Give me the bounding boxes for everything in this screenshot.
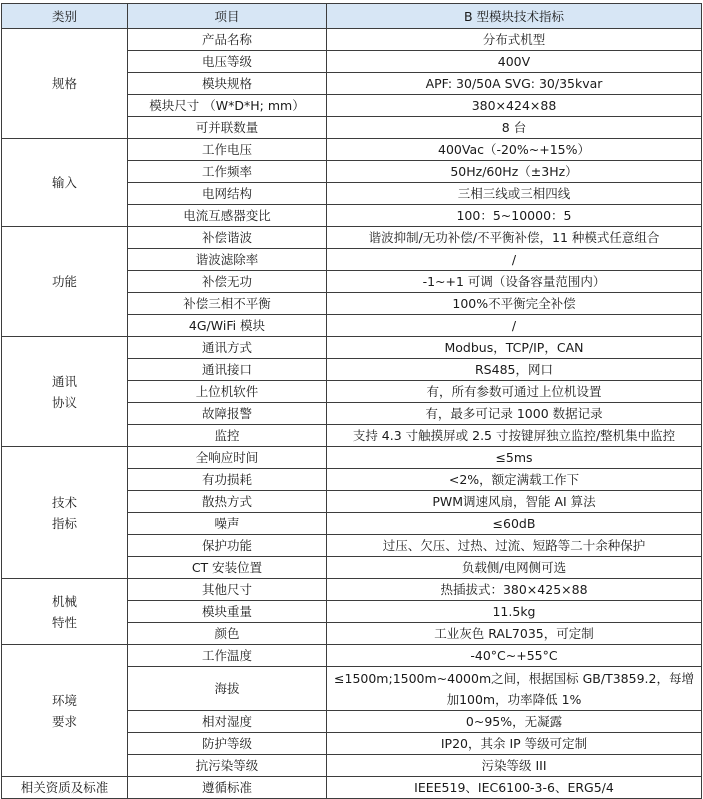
item-cell: 通讯接口 bbox=[128, 359, 327, 381]
value-cell: 工业灰色 RAL7035，可定制 bbox=[327, 623, 702, 645]
item-cell: 海拔 bbox=[128, 667, 327, 711]
item-cell: 遵循标准 bbox=[128, 777, 327, 799]
value-cell: 380×424×88 bbox=[327, 95, 702, 117]
table-row bbox=[2, 227, 702, 249]
value-cell: RS485，网口 bbox=[327, 359, 702, 381]
table-row bbox=[2, 447, 702, 469]
value-cell: 400V bbox=[327, 51, 702, 73]
value-cell: IEEE519、IEC6100-3-6、ERG5/4 bbox=[327, 777, 702, 799]
table-row bbox=[2, 29, 702, 51]
value-cell: IP20，其余 IP 等级可定制 bbox=[327, 733, 702, 755]
value-cell: 负载侧/电网侧可选 bbox=[327, 557, 702, 579]
item-cell: 模块规格 bbox=[128, 73, 327, 95]
item-cell: 电流互感器变比 bbox=[128, 205, 327, 227]
category-cell: 输入 bbox=[2, 139, 128, 227]
item-cell: 模块重量 bbox=[128, 601, 327, 623]
table-row bbox=[2, 337, 702, 359]
item-cell: 全响应时间 bbox=[128, 447, 327, 469]
value-cell: 8 台 bbox=[327, 117, 702, 139]
value-cell: ≤60dB bbox=[327, 513, 702, 535]
spec-body bbox=[2, 29, 702, 799]
category-cell: 通讯 协议 bbox=[2, 337, 128, 447]
value-cell: 分布式机型 bbox=[327, 29, 702, 51]
item-cell: 补偿无功 bbox=[128, 271, 327, 293]
value-cell: 污染等级 III bbox=[327, 755, 702, 777]
value-cell: Modbus，TCP/IP，CAN bbox=[327, 337, 702, 359]
item-cell: 上位机软件 bbox=[128, 381, 327, 403]
header-row bbox=[2, 4, 702, 29]
value-cell: 热插拔式：380×425×88 bbox=[327, 579, 702, 601]
value-cell: 100%不平衡完全补偿 bbox=[327, 293, 702, 315]
item-cell: 监控 bbox=[128, 425, 327, 447]
item-cell: 电压等级 bbox=[128, 51, 327, 73]
spec-table bbox=[1, 3, 702, 799]
item-cell: 防护等级 bbox=[128, 733, 327, 755]
item-cell: 噪声 bbox=[128, 513, 327, 535]
value-cell: 支持 4.3 寸触摸屏或 2.5 寸按键屏独立监控/整机集中监控 bbox=[327, 425, 702, 447]
item-cell: 保护功能 bbox=[128, 535, 327, 557]
value-cell: / bbox=[327, 249, 702, 271]
item-cell: 颜色 bbox=[128, 623, 327, 645]
value-cell: 0~95%，无凝露 bbox=[327, 711, 702, 733]
table-row bbox=[2, 777, 702, 799]
item-cell: 4G/WiFi 模块 bbox=[128, 315, 327, 337]
table-row bbox=[2, 579, 702, 601]
header-category: 类别 bbox=[2, 4, 128, 29]
value-cell: 过压、欠压、过热、过流、短路等二十余种保护 bbox=[327, 535, 702, 557]
category-cell: 规格 bbox=[2, 29, 128, 139]
item-cell: 通讯方式 bbox=[128, 337, 327, 359]
item-cell: 故障报警 bbox=[128, 403, 327, 425]
value-cell: APF: 30/50A SVG: 30/35kvar bbox=[327, 73, 702, 95]
item-cell: 模块尺寸 （W*D*H; mm） bbox=[128, 95, 327, 117]
value-cell: ≤5ms bbox=[327, 447, 702, 469]
value-cell: -1~+1 可调（设备容量范围内） bbox=[327, 271, 702, 293]
item-cell: CT 安装位置 bbox=[128, 557, 327, 579]
item-cell: 工作电压 bbox=[128, 139, 327, 161]
item-cell: 其他尺寸 bbox=[128, 579, 327, 601]
value-cell: 400Vac（-20%~+15%） bbox=[327, 139, 702, 161]
value-cell: 11.5kg bbox=[327, 601, 702, 623]
item-cell: 工作温度 bbox=[128, 645, 327, 667]
value-cell: 谐波抑制/无功补偿/不平衡补偿，11 种模式任意组合 bbox=[327, 227, 702, 249]
value-cell: 100：5~10000：5 bbox=[327, 205, 702, 227]
item-cell: 抗污染等级 bbox=[128, 755, 327, 777]
item-cell: 补偿谐波 bbox=[128, 227, 327, 249]
item-cell: 产品名称 bbox=[128, 29, 327, 51]
header-item: 项目 bbox=[128, 4, 327, 29]
item-cell: 有功损耗 bbox=[128, 469, 327, 491]
value-cell: 有，最多可记录 1000 数据记录 bbox=[327, 403, 702, 425]
value-cell: PWM调速风扇，智能 AI 算法 bbox=[327, 491, 702, 513]
item-cell: 可并联数量 bbox=[128, 117, 327, 139]
header-value: B 型模块技术指标 bbox=[327, 4, 702, 29]
value-cell: ≤1500m;1500m~4000m之间，根据国标 GB/T3859.2，每增加100m，功率降低 1% bbox=[327, 667, 702, 711]
item-cell: 相对湿度 bbox=[128, 711, 327, 733]
category-cell: 功能 bbox=[2, 227, 128, 337]
item-cell: 工作频率 bbox=[128, 161, 327, 183]
value-cell: / bbox=[327, 315, 702, 337]
item-cell: 谐波滤除率 bbox=[128, 249, 327, 271]
value-cell: <2%，额定满载工作下 bbox=[327, 469, 702, 491]
category-cell: 环境 要求 bbox=[2, 645, 128, 777]
category-cell: 技术 指标 bbox=[2, 447, 128, 579]
value-cell: 有，所有参数可通过上位机设置 bbox=[327, 381, 702, 403]
value-cell: 50Hz/60Hz（±3Hz） bbox=[327, 161, 702, 183]
item-cell: 散热方式 bbox=[128, 491, 327, 513]
value-cell: 三相三线或三相四线 bbox=[327, 183, 702, 205]
table-row bbox=[2, 645, 702, 667]
category-cell: 机械 特性 bbox=[2, 579, 128, 645]
item-cell: 补偿三相不平衡 bbox=[128, 293, 327, 315]
item-cell: 电网结构 bbox=[128, 183, 327, 205]
value-cell: -40°C~+55°C bbox=[327, 645, 702, 667]
table-row bbox=[2, 139, 702, 161]
category-cell: 相关资质及标准 bbox=[2, 777, 128, 799]
